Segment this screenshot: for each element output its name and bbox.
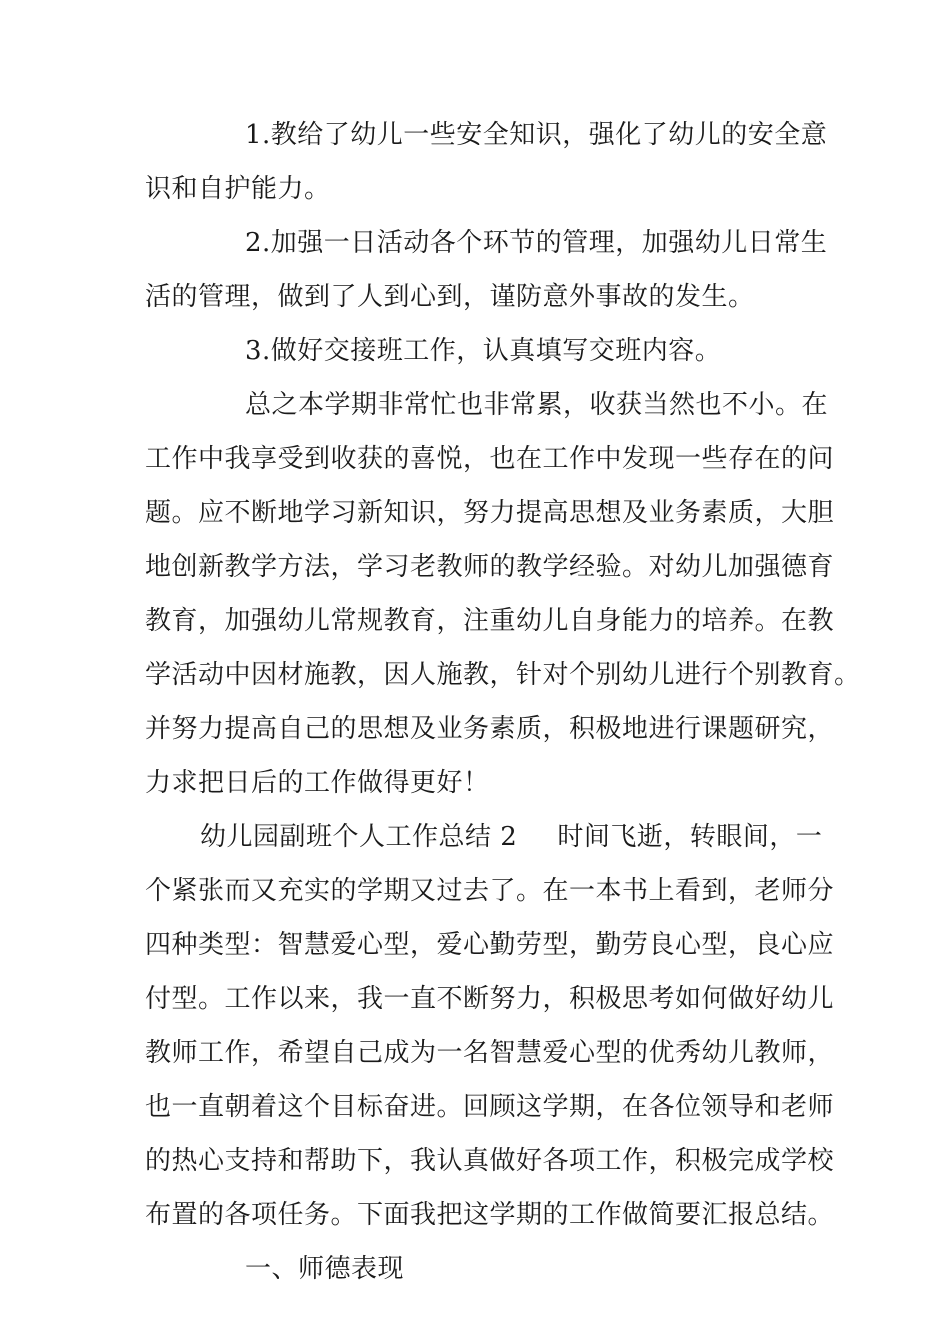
text-line: 地创新教学方法，学习老教师的教学经验。对幼儿加强德育 <box>145 552 835 582</box>
section-heading-line <box>145 810 823 864</box>
text-line: 四种类型：智慧爱心型，爱心勤劳型，勤劳良心型，良心应 <box>145 930 835 960</box>
text-line: 工作中我享受到收获的喜悦，也在工作中发现一些存在的问 <box>145 444 835 474</box>
subheading-line: 一、师德表现 <box>245 1254 405 1284</box>
text-line: 力求把日后的工作做得更好！ <box>145 768 490 798</box>
text-line: 并努力提高自己的思想及业务素质，积极地进行课题研究， <box>145 714 835 744</box>
text-line: 的热心支持和帮助下，我认真做好各项工作，积极完成学校 <box>145 1146 835 1176</box>
document-body <box>145 108 861 1296</box>
text-line: 总之本学期非常忙也非常累，收获当然也不小。在 <box>245 390 829 420</box>
text-line: 付型。工作以来，我一直不断努力，积极思考如何做好幼儿 <box>145 984 835 1014</box>
text-line: 布置的各项任务。下面我把这学期的工作做简要汇报总结。 <box>145 1200 835 1230</box>
text-line: 教师工作，希望自己成为一名智慧爱心型的优秀幼儿教师， <box>145 1038 835 1068</box>
text-line: 学活动中因材施教，因人施教，针对个别幼儿进行个别教育。 <box>145 660 861 690</box>
text-line: 1.教给了幼儿一些安全知识，强化了幼儿的安全意 <box>245 120 828 150</box>
text-line: 2.加强一日活动各个环节的管理，加强幼儿日常生 <box>245 228 828 258</box>
text-line: 活的管理，做到了人到心到，谨防意外事故的发生。 <box>145 282 755 312</box>
section-intro: 时间飞逝，转眼间，一 <box>557 822 823 852</box>
text-line: 3.做好交接班工作，认真填写交班内容。 <box>245 336 722 366</box>
text-line: 教育，加强幼儿常规教育，注重幼儿自身能力的培养。在教 <box>145 606 835 636</box>
text-line: 个紧张而又充实的学期又过去了。在一本书上看到，老师分 <box>145 876 835 906</box>
text-line: 识和自护能力。 <box>145 174 331 204</box>
text-line: 也一直朝着这个目标奋进。回顾这学期，在各位领导和老师 <box>145 1092 835 1122</box>
section-title: 幼儿园副班个人工作总结 2 <box>200 822 518 852</box>
text-line: 题。应不断地学习新知识，努力提高思想及业务素质，大胆 <box>145 498 835 528</box>
